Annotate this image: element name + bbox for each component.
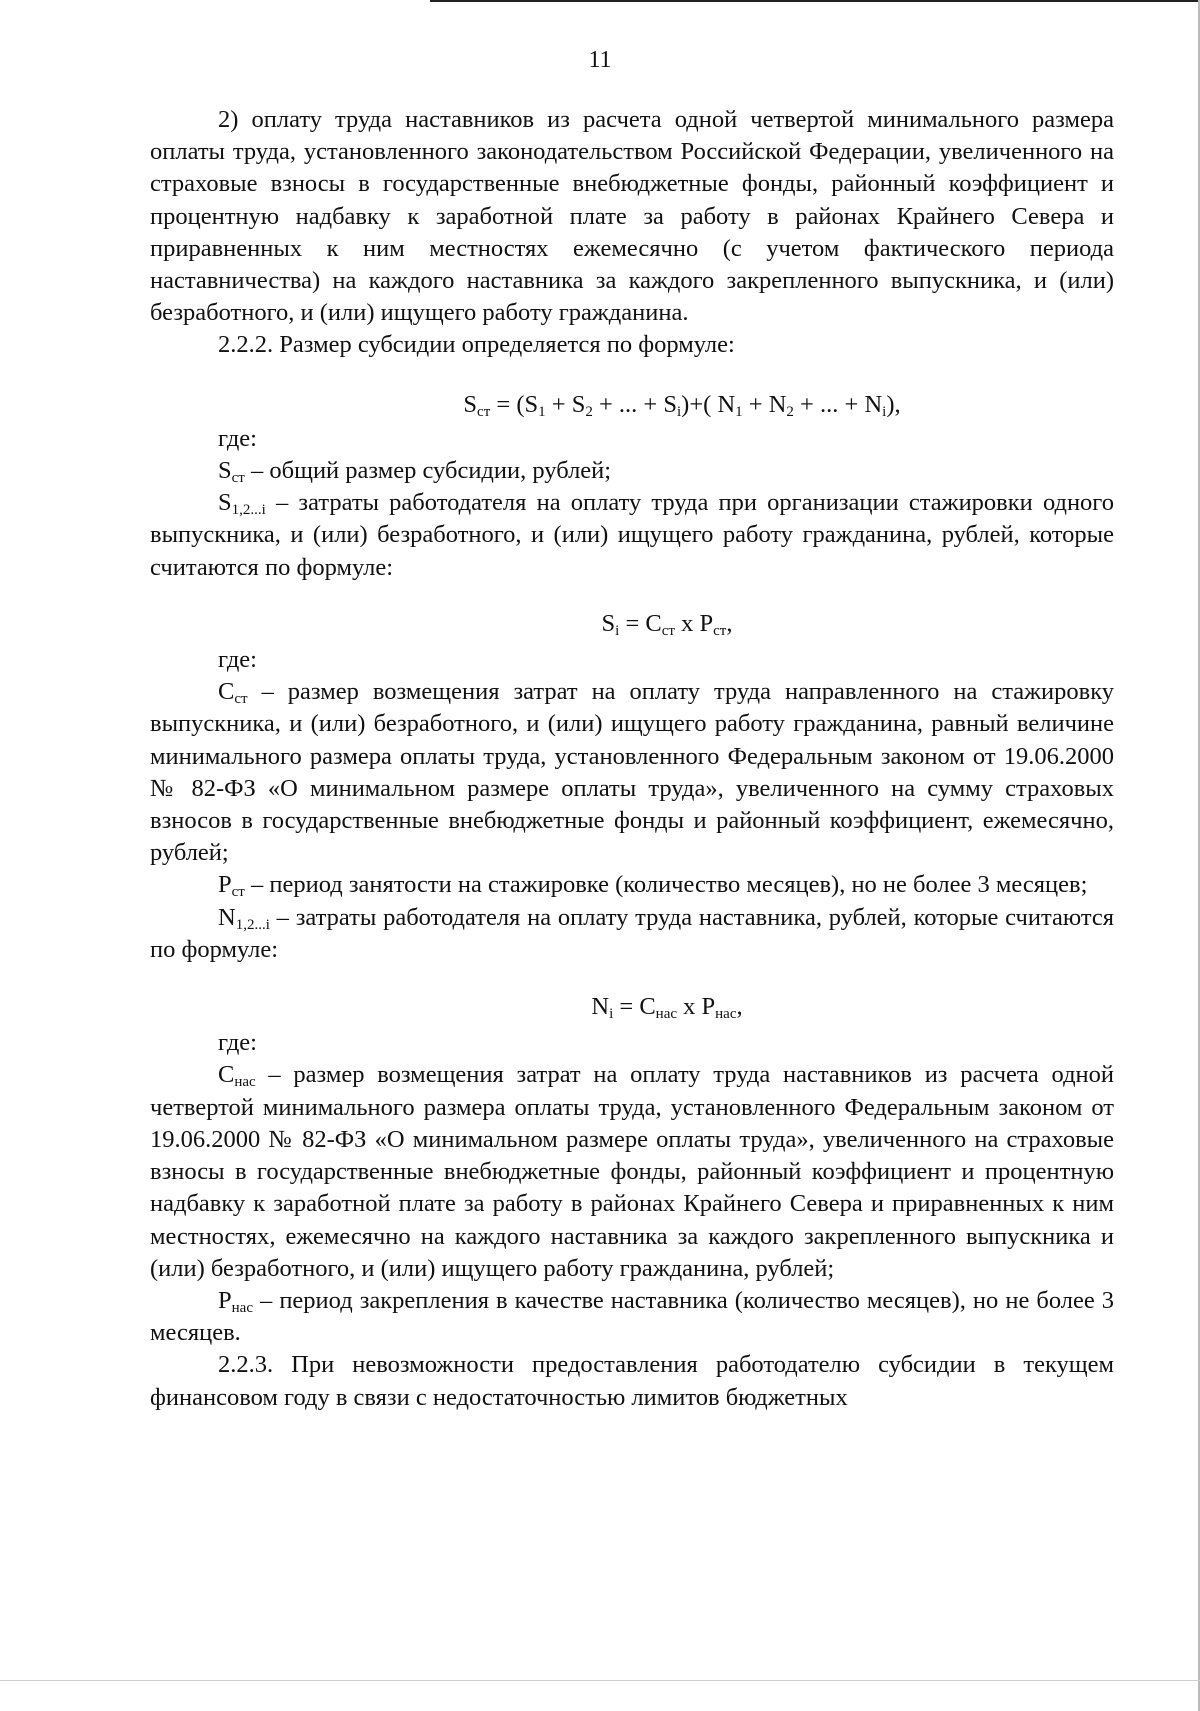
- formula-mentor-cost: [150, 991, 1114, 1023]
- formula-operator: + ... +: [793, 390, 865, 418]
- symbol-s: S: [218, 489, 232, 517]
- formula-operator: x: [677, 993, 702, 1021]
- subscript-i: i: [615, 622, 620, 639]
- symbol-s: S: [601, 609, 616, 637]
- definition-p-nac: [150, 1285, 1114, 1349]
- definition-text: – размер возмещения затрат на оплату труда наставников из расчета одной четвертой минимального размера оплаты труда, установленного Федеральным законом от 19.06.2000 № 82-ФЗ «О минимальном размере оплаты труда», увеличенного на страховые взносы в государственные внебюджетные фонды, районный коэффициент и процентную надбавку к заработной плате за работу в районах Крайнего Севера и приравненных к ним местностях, ежемесячно на каждого наставника за каждого закрепленного выпускника и (или) безработного, и (или) ищущего работу гражданина, рублей;: [150, 1061, 1115, 1282]
- subscript-ct: ст: [231, 470, 245, 487]
- formula-operator: x: [674, 609, 700, 637]
- subscript-1: 1: [735, 403, 743, 420]
- subscript-ct: ст: [231, 884, 245, 901]
- symbol-s: S: [218, 457, 232, 485]
- definition-c-ct: [150, 676, 1114, 869]
- where-label: где:: [218, 646, 257, 674]
- symbol-n: N: [768, 390, 787, 418]
- definition-p-ct: [150, 869, 1114, 901]
- formula-operator: +: [545, 390, 572, 418]
- formula-operator: = (: [490, 390, 525, 418]
- subscript-i: i: [677, 403, 682, 420]
- definition-s-12i: [150, 487, 1114, 584]
- subscript-nac: нас: [655, 1006, 678, 1023]
- subscript-nac: нас: [231, 1299, 253, 1316]
- formula-operator: +: [742, 390, 769, 418]
- symbol-p: P: [218, 1286, 232, 1314]
- symbol-s: S: [663, 390, 677, 418]
- symbol-n: N: [717, 390, 736, 418]
- where-label: где:: [218, 424, 257, 452]
- subscript-nac: нас: [715, 1006, 737, 1023]
- definition-text: – период закрепления в качестве наставника (количество месяцев), но не более 3 месяцев.: [150, 1286, 1115, 1347]
- paragraph-subsidy-formula-intro: 2.2.2. Размер субсидии определяется по формуле:: [218, 331, 735, 359]
- subscript-nac: нас: [234, 1074, 256, 1091]
- symbol-c: C: [218, 1061, 235, 1089]
- symbol-s: S: [524, 390, 539, 418]
- subscript-2: 2: [786, 403, 794, 420]
- formula-total-subsidy: [150, 389, 1114, 421]
- symbol-p: P: [218, 871, 232, 899]
- formula-operator: ,: [726, 609, 733, 637]
- formula-operator: ,: [736, 993, 743, 1021]
- symbol-c: C: [639, 993, 656, 1021]
- formula-operator: )+(: [681, 390, 718, 418]
- subscript-ct: ст: [234, 691, 248, 708]
- symbol-n: N: [864, 390, 883, 418]
- subscript-i: i: [609, 1006, 614, 1023]
- definition-s-ct: [150, 455, 1114, 487]
- subscript-ct: ст: [713, 622, 727, 639]
- symbol-s: S: [463, 390, 478, 418]
- document-body: [150, 104, 1114, 1414]
- paragraph-mentor-pay: 2) оплату труда наставников из расчета одной четвертой минимального размера оплаты труда, установленного законодательством Российской Федерации, увеличенного на страховые взносы в государственные внебюджетные фонды, районный коэффициент и процентную надбавку к заработной плате за работу в районах Крайнего Севера и приравненных к ним местностях ежемесячно (с учетом фактического периода наставничества) на каждого наставника за каждого закрепленного выпускника, и (или) безработного, и (или) ищущего работу гражданина.: [150, 106, 1114, 327]
- symbol-p: P: [699, 609, 714, 637]
- where-label: где:: [218, 1029, 257, 1057]
- definition-text: – период занятости на стажировке (количество месяцев), но не более 3 месяцев;: [250, 871, 1088, 899]
- subscript-12i: 1,2...i: [231, 502, 266, 519]
- definition-text: – размер возмещения затрат на оплату труда направленного на стажировку выпускника, и (или) безработного, и (или) ищущего работу гражданина, равный величине минимального размера оплаты труда, установленного Федеральным законом от 19.06.2000 № 82-ФЗ «О минимальном размере оплаты труда», увеличенного на сумму страховых взносов в государственные внебюджетные фонды и районный коэффициент, ежемесячно, рублей;: [150, 678, 1115, 867]
- page-number: 11: [588, 47, 612, 73]
- paragraph-budget-limits: 2.2.3. При невозможности предоставления работодателю субсидии в текущем финансовом году в связи с недостаточностью лимитов бюджетных: [150, 1351, 1114, 1411]
- formula-operator: =: [613, 993, 640, 1021]
- formula-operator: =: [619, 609, 646, 637]
- symbol-c: C: [218, 678, 235, 706]
- subscript-12i: 1,2...i: [235, 916, 270, 933]
- definition-text: – затраты работодателя на оплату труда наставника, рублей, которые считаются по формуле:: [150, 903, 1114, 963]
- subscript-2: 2: [585, 403, 593, 420]
- symbol-n: N: [218, 903, 236, 931]
- subscript-1: 1: [538, 403, 546, 420]
- subscript-i: i: [882, 403, 887, 420]
- symbol-n: N: [591, 993, 610, 1021]
- symbol-s: S: [571, 390, 586, 418]
- definition-text: – затраты работодателя на оплату труда при организации стажировки одного выпускника, и (или) безработного, и (или) ищущего работу гражданина, рублей, которые считаются по формуле:: [150, 489, 1114, 581]
- subscript-ct: ст: [661, 622, 675, 639]
- formula-operator: ),: [886, 390, 901, 418]
- symbol-c: C: [645, 609, 662, 637]
- scan-artifact-top-line: [430, 0, 1200, 2]
- definition-n-12i: [150, 902, 1114, 966]
- formula-internship-cost: [150, 608, 1114, 640]
- symbol-p: P: [701, 993, 716, 1021]
- scan-artifact-bottom-line: [0, 1680, 1200, 1681]
- definition-text: – общий размер субсидии, рублей;: [250, 457, 612, 485]
- subscript-ct: ст: [477, 403, 491, 420]
- definition-c-nac: [150, 1059, 1114, 1284]
- formula-operator: + ... +: [592, 390, 664, 418]
